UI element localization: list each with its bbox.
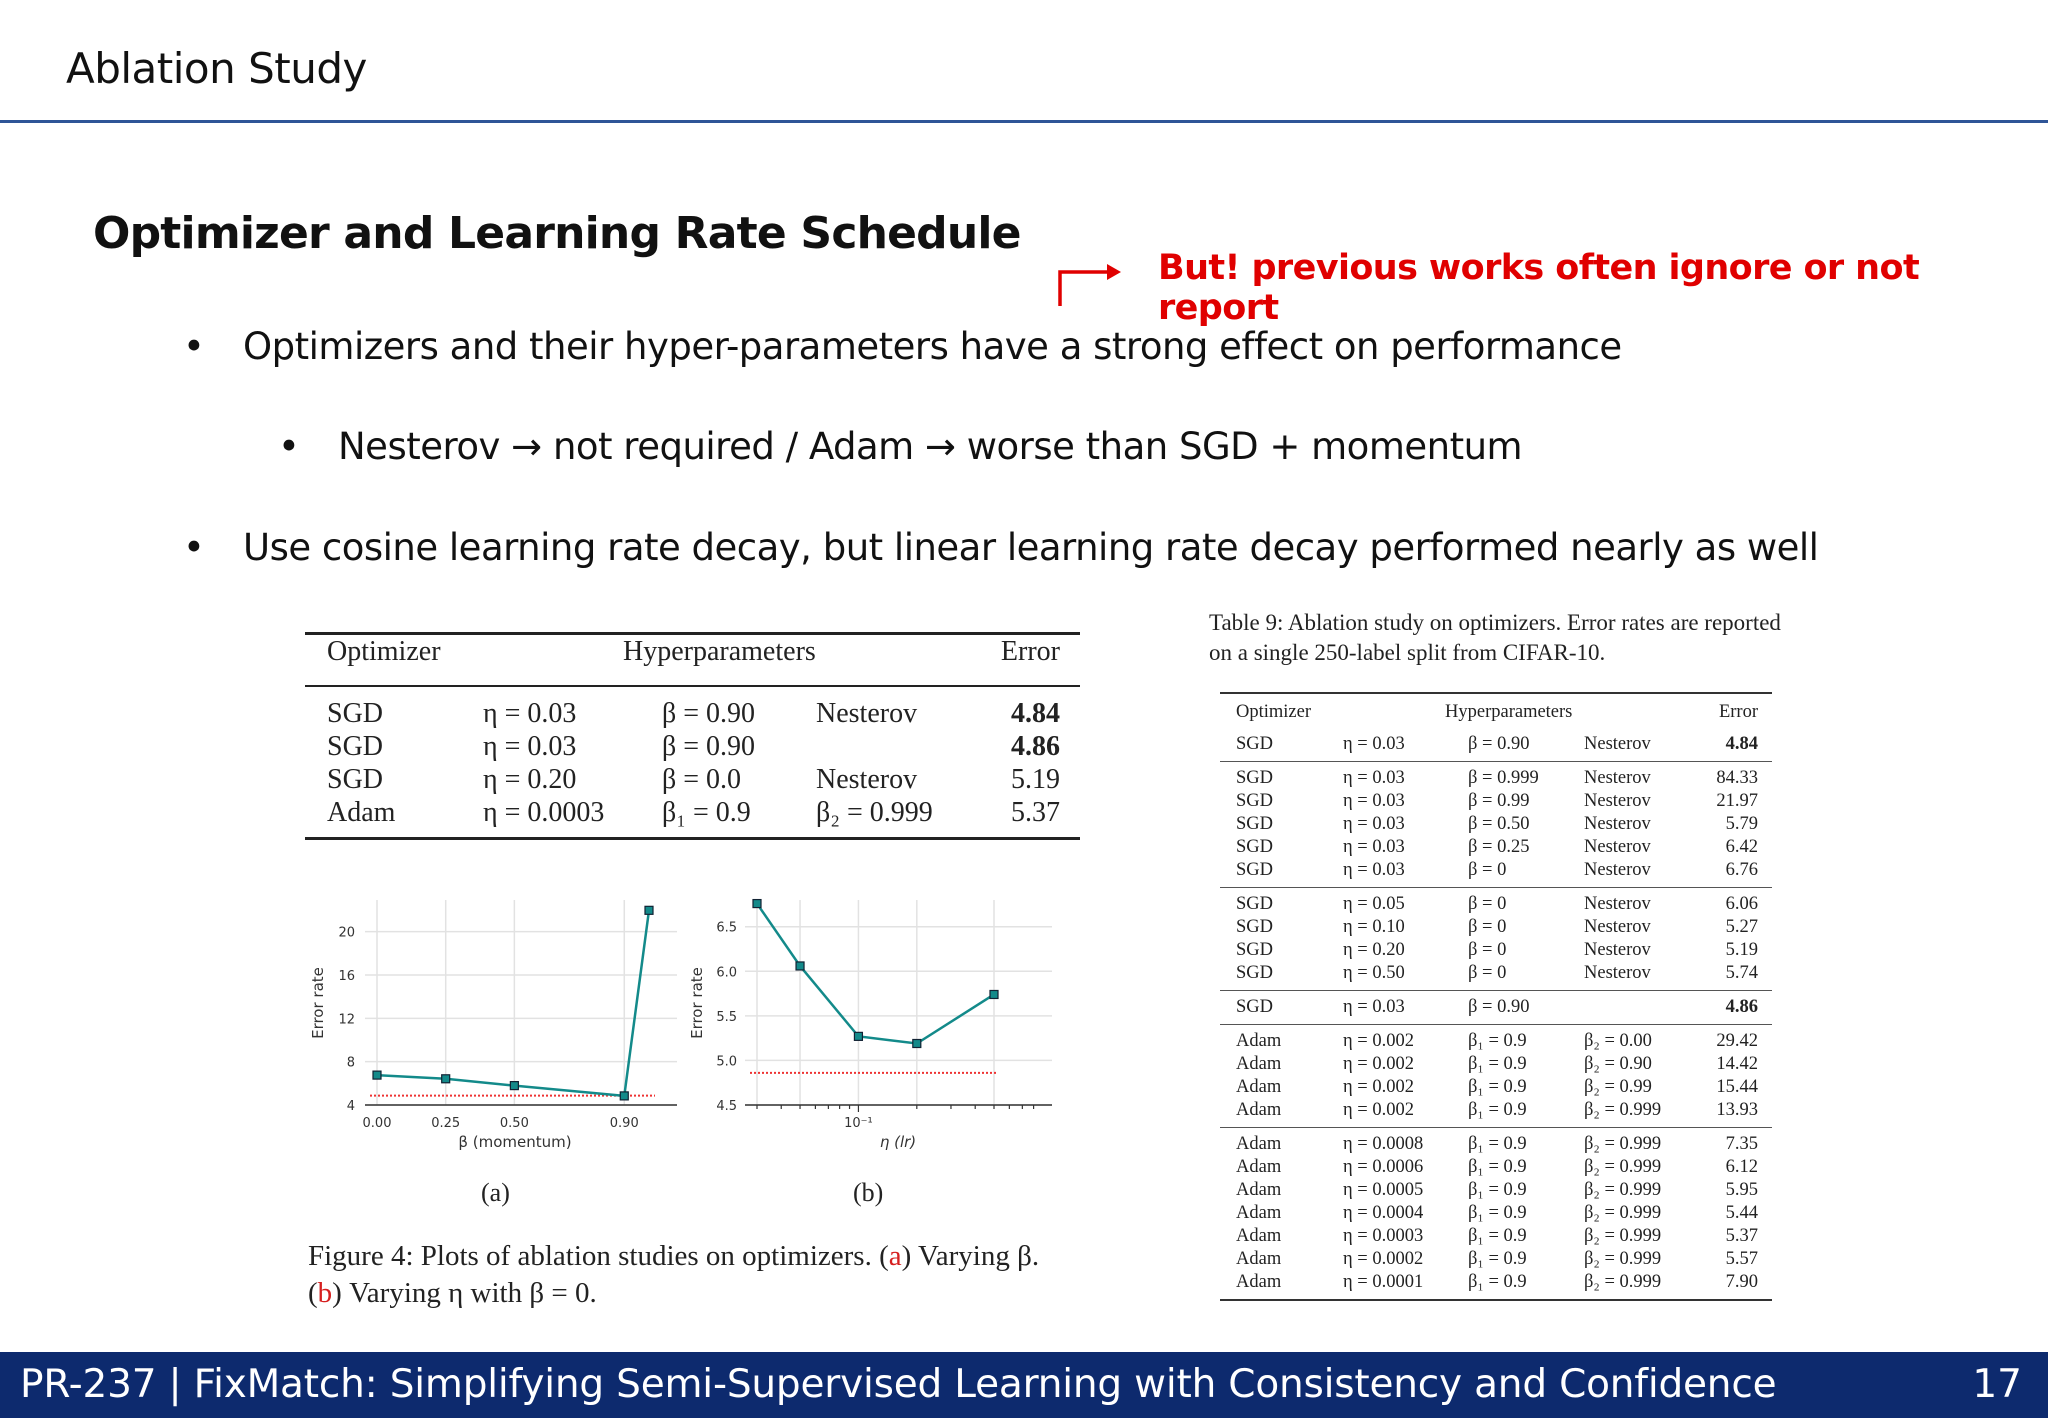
table-cell: β = 0.99: [1468, 791, 1530, 811]
table-row: [305, 730, 1080, 763]
x-tick-label: 0.25: [431, 1116, 461, 1131]
table-cell: β₁ = 0.9: [1468, 1272, 1527, 1292]
series-line: [757, 904, 994, 1044]
table-cell: Adam: [1236, 1226, 1282, 1246]
table-cell: SGD: [1236, 791, 1274, 811]
table-cell: 5.19: [1011, 764, 1060, 795]
table-cell: β = 0: [1468, 917, 1507, 937]
table-cell: SGD: [1236, 860, 1274, 880]
slide-header: [0, 0, 2048, 124]
table-cell: 5.27: [1725, 917, 1758, 937]
table-row-group: [1220, 888, 1772, 990]
footer-title: PR-237 | FixMatch: Simplifying Semi-Supervised Learning with Consistency and Confidence: [20, 1362, 1777, 1407]
bullet-marker: •: [278, 425, 300, 468]
table-cell: 5.19: [1725, 940, 1758, 960]
table-cell: β₂ = 0.999: [1584, 1272, 1662, 1292]
table-cell: β = 0.90: [662, 698, 756, 729]
y-tick-label: 8: [346, 1055, 355, 1071]
table-cell: η = 0.0005: [1343, 1180, 1424, 1200]
figure-caption: Figure 4: Plots of ablation studies on optimizers. (a) Varying β. (b) Varying η with β = 0.: [308, 1240, 1040, 1309]
table-cell: β = 0.90: [1468, 734, 1530, 754]
data-point: [510, 1082, 518, 1090]
table-cell: η = 0.002: [1343, 1077, 1414, 1097]
table-cell: Nesterov: [816, 698, 918, 729]
header-error: Error: [1718, 702, 1758, 722]
table-cell: SGD: [327, 698, 384, 729]
data-point: [373, 1071, 381, 1079]
table-cell: β₁ = 0.9: [1468, 1180, 1527, 1200]
y-tick-label: 4: [346, 1099, 355, 1114]
table-cell: β₂ = 0.999: [816, 797, 933, 828]
table-cell: 5.44: [1725, 1203, 1758, 1223]
table-cell: β = 0: [1468, 860, 1507, 880]
table-row-group: [1220, 762, 1772, 887]
table-cell: β₁ = 0.9: [1468, 1100, 1527, 1120]
table-cell: Adam: [1236, 1031, 1282, 1051]
table-cell: β = 0.25: [1468, 837, 1530, 857]
table-cell: η = 0.03: [1343, 837, 1405, 857]
optimizer-ablation-table: [1220, 692, 1772, 1301]
table-row-group: [1220, 1128, 1772, 1299]
table-cell: 7.35: [1725, 1134, 1758, 1154]
table-cell: β = 0.999: [1468, 768, 1539, 788]
table-cell: β₂ = 0.999: [1584, 1226, 1662, 1246]
table-cell: Nesterov: [1584, 837, 1651, 857]
table-cell: 13.93: [1716, 1100, 1758, 1120]
table-cell: β₂ = 0.999: [1584, 1180, 1662, 1200]
callout-note: But! previous works often ignore or not report: [1158, 248, 1920, 328]
y-tick-label: 16: [338, 969, 355, 984]
table-cell: β = 0.90: [1468, 997, 1530, 1017]
table-cell: η = 0.50: [1343, 963, 1405, 983]
table-cell: 4.86: [1725, 997, 1758, 1017]
table-cell: β₂ = 0.999: [1584, 1134, 1662, 1154]
table-row-group: [1220, 1025, 1772, 1127]
table-header-row: [305, 635, 1080, 685]
data-point: [854, 1032, 862, 1040]
table-cell: SGD: [1236, 940, 1274, 960]
table-cell: β₁ = 0.9: [1468, 1249, 1527, 1269]
table-cell: SGD: [1236, 997, 1274, 1017]
table-cell: Adam: [1236, 1180, 1282, 1200]
table-cell: 6.76: [1725, 860, 1758, 880]
bullet-text: Nesterov → not required / Adam → worse than SGD + momentum: [338, 425, 1523, 468]
table-cell: β₂ = 0.90: [1584, 1054, 1652, 1074]
table-row: [1220, 917, 1772, 940]
table-body: [305, 687, 1080, 837]
x-tick-label: 0.00: [362, 1116, 392, 1131]
table-rule: [305, 837, 1080, 840]
table-cell: β₂ = 0.999: [1584, 1157, 1662, 1177]
header-optimizer: Optimizer: [327, 636, 441, 667]
plot-b-learning-rate: [680, 895, 1060, 1155]
bullet-marker: •: [183, 526, 205, 569]
table-cell: η = 0.03: [1343, 768, 1405, 788]
table-cell: η = 0.03: [1343, 791, 1405, 811]
table-cell: Nesterov: [1584, 734, 1651, 754]
table-cell: β₂ = 0.00: [1584, 1031, 1652, 1051]
section-title: Optimizer and Learning Rate Schedule: [93, 208, 1021, 259]
table-cell: SGD: [1236, 734, 1274, 754]
table-cell: 29.42: [1716, 1031, 1758, 1051]
table-cell: η = 0.0008: [1343, 1134, 1424, 1154]
data-point: [620, 1092, 628, 1100]
table-cell: 15.44: [1716, 1077, 1758, 1097]
table-row: [305, 796, 1080, 829]
bullet-item: [183, 325, 1622, 368]
table-cell: β₁ = 0.9: [662, 797, 751, 828]
table-cell: β₂ = 0.999: [1584, 1203, 1662, 1223]
header-optimizer: Optimizer: [1236, 702, 1312, 722]
table-cell: 6.12: [1725, 1157, 1758, 1177]
y-tick-label: 4.5: [716, 1099, 737, 1114]
x-tick-label: 0.50: [499, 1116, 529, 1131]
header-hyperparameters: Hyperparameters: [1445, 702, 1573, 722]
data-point: [990, 990, 998, 998]
table-cell: β = 0.50: [1468, 814, 1530, 834]
plot-b-label: (b): [853, 1178, 884, 1207]
table-cell: Adam: [327, 797, 396, 828]
x-axis-label: η (lr): [879, 1133, 917, 1151]
table-cell: β₁ = 0.9: [1468, 1157, 1527, 1177]
table-cell: Adam: [1236, 1054, 1282, 1074]
table-cell: 6.42: [1725, 837, 1758, 857]
table-cell: Nesterov: [1584, 940, 1651, 960]
table-cell: β₁ = 0.9: [1468, 1203, 1527, 1223]
table-row: [1220, 963, 1772, 986]
table-cell: Adam: [1236, 1272, 1282, 1292]
table-caption: Table 9: Ablation study on optimizers. Error rates are reported on a single 250-label split from CIFAR-10.: [1209, 610, 1781, 665]
table-cell: η = 0.0006: [1343, 1157, 1424, 1177]
table-cell: 4.84: [1011, 698, 1060, 729]
table-cell: η = 0.20: [483, 764, 577, 795]
table-cell: η = 0.03: [1343, 860, 1405, 880]
table-cell: SGD: [1236, 768, 1274, 788]
table-cell: Adam: [1236, 1134, 1282, 1154]
slide-footer: [0, 1352, 2048, 1418]
table-cell: η = 0.0003: [483, 797, 605, 828]
table-cell: η = 0.03: [1343, 734, 1405, 754]
table-cell: β₂ = 0.999: [1584, 1249, 1662, 1269]
table-row: [1220, 1226, 1772, 1249]
table-cell: Nesterov: [1584, 860, 1651, 880]
table-cell: Nesterov: [1584, 963, 1651, 983]
table-row: [1220, 1180, 1772, 1203]
table-rule: [1220, 1299, 1772, 1301]
table-cell: η = 0.03: [1343, 997, 1405, 1017]
table-cell: Adam: [1236, 1077, 1282, 1097]
table-cell: η = 0.0003: [1343, 1226, 1424, 1246]
header-divider: [0, 120, 2048, 123]
table-row: [1220, 940, 1772, 963]
series-line: [377, 910, 649, 1096]
table-cell: Adam: [1236, 1100, 1282, 1120]
table-body: [1220, 728, 1772, 1301]
table-cell: Nesterov: [816, 764, 918, 795]
data-point: [442, 1075, 450, 1083]
data-point: [796, 962, 804, 970]
x-tick-label: 10⁻¹: [844, 1116, 873, 1131]
table-row: [1220, 1054, 1772, 1077]
table-cell: Nesterov: [1584, 768, 1651, 788]
table-row: [305, 697, 1080, 730]
y-tick-label: 6.5: [716, 920, 737, 936]
table-cell: 21.97: [1716, 791, 1758, 811]
table-cell: 5.74: [1725, 963, 1758, 983]
y-tick-label: 20: [338, 925, 355, 941]
slide-title: Ablation Study: [66, 44, 367, 93]
bullet-text: Use cosine learning rate decay, but linear learning rate decay performed nearly as well: [243, 526, 1819, 569]
data-point: [753, 900, 761, 908]
table-cell: η = 0.0004: [1343, 1203, 1424, 1223]
table-cell: η = 0.05: [1343, 894, 1405, 914]
table-cell: Adam: [1236, 1157, 1282, 1177]
table-cell: 5.95: [1725, 1180, 1758, 1200]
y-tick-label: 12: [338, 1012, 355, 1028]
table-cell: β = 0: [1468, 963, 1507, 983]
table-cell: η = 0.03: [483, 731, 577, 762]
table-cell: Nesterov: [1584, 814, 1651, 834]
table-cell: 5.57: [1725, 1249, 1758, 1269]
table-cell: β₁ = 0.9: [1468, 1226, 1527, 1246]
table-cell: η = 0.002: [1343, 1031, 1414, 1051]
x-axis-label: β (momentum): [458, 1133, 572, 1151]
table-row: [1220, 1100, 1772, 1123]
bullet-text: Optimizers and their hyper-parameters have a strong effect on performance: [243, 325, 1622, 368]
table-row: [1220, 768, 1772, 791]
table-row: [1220, 837, 1772, 860]
table-row: [1220, 1134, 1772, 1157]
table-row: [305, 763, 1080, 796]
table-cell: η = 0.03: [483, 698, 577, 729]
y-tick-label: 5.5: [716, 1009, 737, 1025]
table-cell: 4.84: [1725, 734, 1758, 754]
bullet-marker: •: [183, 325, 205, 368]
table-cell: SGD: [1236, 814, 1274, 834]
plot-a-label: (a): [481, 1178, 510, 1207]
table-cell: 6.06: [1725, 894, 1758, 914]
table-cell: SGD: [327, 764, 384, 795]
table-row: [1220, 1077, 1772, 1100]
y-axis-label: Error rate: [688, 967, 706, 1039]
table-cell: 5.79: [1725, 814, 1758, 834]
table-cell: η = 0.0001: [1343, 1272, 1424, 1292]
table-cell: β₁ = 0.9: [1468, 1134, 1527, 1154]
table-cell: Nesterov: [1584, 917, 1651, 937]
table-cell: 14.42: [1716, 1054, 1758, 1074]
table-cell: Nesterov: [1584, 791, 1651, 811]
table-cell: η = 0.20: [1343, 940, 1405, 960]
table-cell: 84.33: [1716, 768, 1758, 788]
table-cell: β = 0.0: [662, 764, 742, 795]
table-cell: 5.37: [1725, 1226, 1758, 1246]
optimizer-summary-table: [305, 632, 1080, 840]
y-axis-label: Error rate: [309, 967, 327, 1039]
sub-bullet-item: [278, 425, 1523, 468]
y-tick-label: 6.0: [716, 965, 737, 981]
table-cell: Adam: [1236, 1249, 1282, 1269]
table-cell: η = 0.002: [1343, 1100, 1414, 1120]
table-row: [1220, 997, 1772, 1020]
table-row: [1220, 1272, 1772, 1295]
table-cell: β₁ = 0.9: [1468, 1031, 1527, 1051]
table-cell: Nesterov: [1584, 894, 1651, 914]
table-cell: 4.86: [1011, 731, 1060, 762]
table-row: [1220, 894, 1772, 917]
table-cell: Adam: [1236, 1203, 1282, 1223]
bullet-item: [183, 526, 1819, 569]
data-point: [645, 906, 653, 914]
table-cell: η = 0.10: [1343, 917, 1405, 937]
table-row: [1220, 734, 1772, 757]
page-number: 17: [1972, 1362, 2022, 1407]
table-cell: β₂ = 0.999: [1584, 1100, 1662, 1120]
table-cell: SGD: [1236, 963, 1274, 983]
table-cell: β = 0: [1468, 940, 1507, 960]
table-cell: η = 0.03: [1343, 814, 1405, 834]
table-cell: SGD: [327, 731, 384, 762]
plot-a-momentum: [305, 895, 685, 1155]
x-tick-label: 0.90: [609, 1116, 639, 1131]
table-cell: β₁ = 0.9: [1468, 1054, 1527, 1074]
table-cell: 5.37: [1011, 797, 1060, 828]
table-row: [1220, 1249, 1772, 1272]
table-cell: η = 0.002: [1343, 1054, 1414, 1074]
table-row: [1220, 1031, 1772, 1054]
table-row: [1220, 1203, 1772, 1226]
table-row: [1220, 814, 1772, 837]
header-error: Error: [1000, 636, 1060, 667]
table-row-group: [1220, 728, 1772, 761]
table-cell: SGD: [1236, 837, 1274, 857]
table-row: [1220, 1157, 1772, 1180]
data-point: [913, 1040, 921, 1048]
table-row-group: [1220, 991, 1772, 1024]
table-cell: SGD: [1236, 894, 1274, 914]
table-cell: β₂ = 0.99: [1584, 1077, 1652, 1097]
y-tick-label: 5.0: [716, 1054, 737, 1070]
table-cell: η = 0.0002: [1343, 1249, 1424, 1269]
table-cell: 7.90: [1725, 1272, 1758, 1292]
table-row: [1220, 791, 1772, 814]
table-cell: β₁ = 0.9: [1468, 1077, 1527, 1097]
table-cell: β = 0.90: [662, 731, 756, 762]
callout-arrow-icon: [1055, 258, 1125, 310]
table-cell: SGD: [1236, 917, 1274, 937]
header-hyperparameters: Hyperparameters: [623, 636, 816, 667]
table-header-row: [1220, 694, 1772, 728]
table-row: [1220, 860, 1772, 883]
table-cell: β = 0: [1468, 894, 1507, 914]
